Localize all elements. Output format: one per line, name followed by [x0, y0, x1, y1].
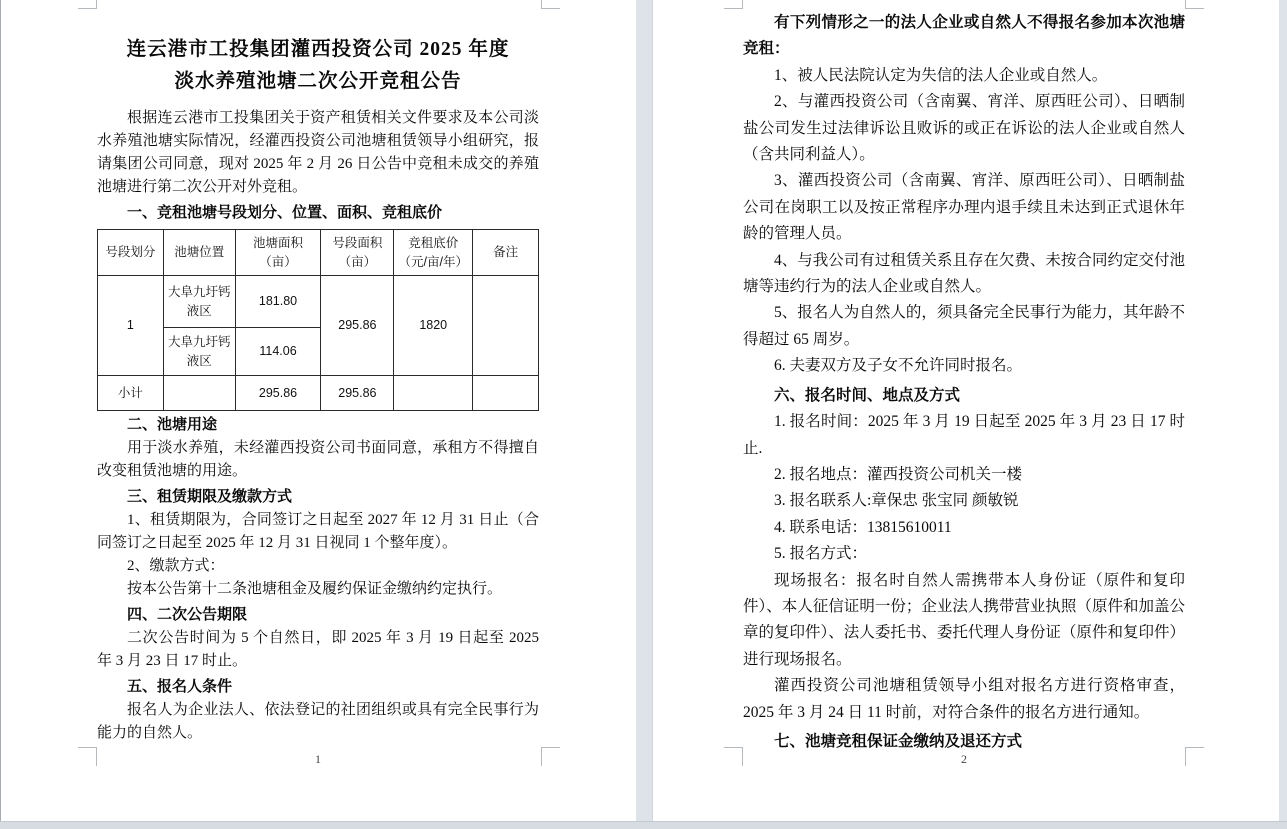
intro-paragraph: 根据连云港市工投集团关于资产租赁相关文件要求及本公司淡水养殖池塘实际情况，经灌西投资公司池塘租赁领导小组研究，报请集团公司同意，现对 2025 年 2 月 26 日公告中竞租未成交的养殖池塘进行第二次公开对外竞租。: [97, 110, 539, 195]
restriction-item-5: 5、报名人为自然人的，须具备完全民事行为能力，其年龄不得超过 65 周岁。: [743, 304, 1185, 348]
pond-lease-table: [97, 229, 539, 411]
table-subtotal-row: [98, 376, 539, 411]
section-4-paragraph: 二次公告时间为 5 个自然日，即 2025 年 3 月 19 日起至 2025 年 3 月 23 日 17 时止。: [97, 630, 539, 669]
section-3-item-2: 2、缴款方式：: [127, 558, 225, 574]
restriction-intro: 有下列情形之一的法人企业或自然人不得报名参加本次池塘竞租：: [743, 14, 1185, 58]
section-heading-3: 三、租赁期限及缴款方式: [127, 489, 293, 505]
cell-segment-area: 295.86: [321, 276, 394, 376]
cell-pond-area: 295.86: [235, 376, 321, 411]
section-2-paragraph: 用于淡水养殖，未经灌西投资公司书面同意，承租方不得擅自改变租赁池塘的用途。: [97, 440, 539, 479]
document-page-1: [0, 0, 636, 821]
cell-segment: 1: [98, 276, 164, 376]
margin-crop-mark-bottom-left: [724, 747, 743, 766]
margin-crop-mark-top-left: [724, 0, 743, 9]
table-header-row: [98, 230, 539, 276]
page1-text-area: [97, 0, 539, 745]
cell-remark: [473, 276, 539, 376]
cell-pond-area: 114.06: [235, 328, 321, 376]
section-6-item-5: 5. 报名方式：: [774, 545, 868, 563]
cell-base-price: [394, 376, 473, 411]
header-base-price: 竞租底价（元/亩/年）: [394, 230, 473, 276]
cell-base-price: 1820: [394, 276, 473, 376]
section-5-paragraph: 报名人为企业法人、依法登记的社团组织或具有完全民事行为能力的自然人。: [97, 702, 539, 741]
section-6-item-2: 2. 报名地点：灌西投资公司机关一楼: [774, 465, 1023, 483]
header-segment: 号段划分: [98, 230, 164, 276]
restriction-item-3: 3、灌西投资公司（含南翼、宵洋、原西旺公司）、日晒制盐公司在岗职工以及按正常程序办理内退手续且未达到正式退休年龄的管理人员。: [743, 172, 1185, 243]
header-segment-area: 号段面积（亩）: [321, 230, 394, 276]
section-6-item-3: 3. 报名联系人:章保忠 张宝同 颜敏锐: [774, 492, 1019, 510]
section-6-item-1: 1. 报名时间：2025 年 3 月 19 日起至 2025 年 3 月 23 日 17 时止.: [743, 413, 1185, 457]
cell-remark: [473, 376, 539, 411]
section-heading-5: 五、报名人条件: [127, 679, 233, 695]
section-heading-4: 四、二次公告期限: [127, 607, 248, 623]
margin-crop-mark-top-left: [78, 0, 97, 9]
cell-location: [163, 376, 235, 411]
restriction-item-4: 4、与我公司有过租赁关系且存在欠费、未按合同约定交付池塘等违约行为的法人企业或自然人。: [743, 251, 1185, 296]
restriction-item-1: 1、被人民法院认定为失信的法人企业或自然人。: [774, 66, 1108, 84]
cell-subtotal-label: 小计: [98, 376, 164, 411]
page2-text-area: [743, 0, 1185, 755]
section-heading-2: 二、池塘用途: [127, 417, 218, 433]
header-location: 池塘位置: [163, 230, 235, 276]
page-number-2: 2: [961, 752, 967, 766]
margin-crop-mark-top-right: [1185, 0, 1204, 9]
margin-crop-mark-bottom-right: [1185, 747, 1204, 766]
restriction-item-6: 6. 夫妻双方及子女不允许同时报名。: [774, 357, 1023, 375]
section-3-item-3: 按本公告第十二条池塘租金及履约保证金缴纳约定执行。: [127, 581, 503, 597]
cell-segment-area: 295.86: [321, 376, 394, 411]
page-number-1: 1: [315, 752, 321, 766]
section-6-item-4: 4. 联系电话：13815610011: [774, 518, 952, 536]
document-page-2: [652, 0, 1279, 821]
header-pond-area: 池塘面积（亩）: [235, 230, 321, 276]
cell-pond-area: 181.80: [235, 276, 321, 328]
qualification-review-paragraph: 灌西投资公司池塘租赁领导小组对报名方进行资格审查，2025 年 3 月 24 日 11 时前，对符合条件的报名方进行通知。: [743, 677, 1185, 721]
doc-title-line-1: 连云港市工投集团灌西投资公司 2025 年度: [126, 39, 510, 60]
onsite-registration-paragraph: 现场报名：报名时自然人需携带本人身份证（原件和复印件）、本人征信证明一份；企业法人携带营业执照（原件和加盖公章的复印件）、法人委托书、委托代理人身份证（原件和复印件）进行现场报名。: [743, 571, 1185, 668]
section-heading-1: 一、竞租池塘号段划分、位置、面积、竞租底价: [127, 205, 443, 221]
section-heading-6: 六、报名时间、地点及方式: [774, 386, 961, 404]
header-remark: 备注: [473, 230, 539, 276]
section-3-item-1: 1、租赁期限为，合同签订之日起至 2027 年 12 月 31 日止（合同签订之日起至 2025 年 12 月 31 日视同 1 个整年度）。: [97, 512, 539, 551]
doc-title-line-2: 淡水养殖池塘二次公开竞租公告: [174, 71, 462, 92]
section-heading-7: 七、池塘竞租保证金缴纳及退还方式: [774, 732, 1023, 750]
table-row: [98, 276, 539, 328]
cell-location: 大阜九圩钙液区: [163, 328, 235, 376]
cell-location: 大阜九圩钙液区: [163, 276, 235, 328]
margin-crop-mark-top-right: [541, 0, 560, 9]
margin-crop-mark-bottom-right: [541, 747, 560, 766]
margin-crop-mark-bottom-left: [78, 747, 97, 766]
restriction-item-2: 2、与灌西投资公司（含南翼、宵洋、原西旺公司）、日晒制盐公司发生过法律诉讼且败诉的或正在诉讼的法人企业或自然人（含共同利益人）。: [743, 93, 1185, 164]
